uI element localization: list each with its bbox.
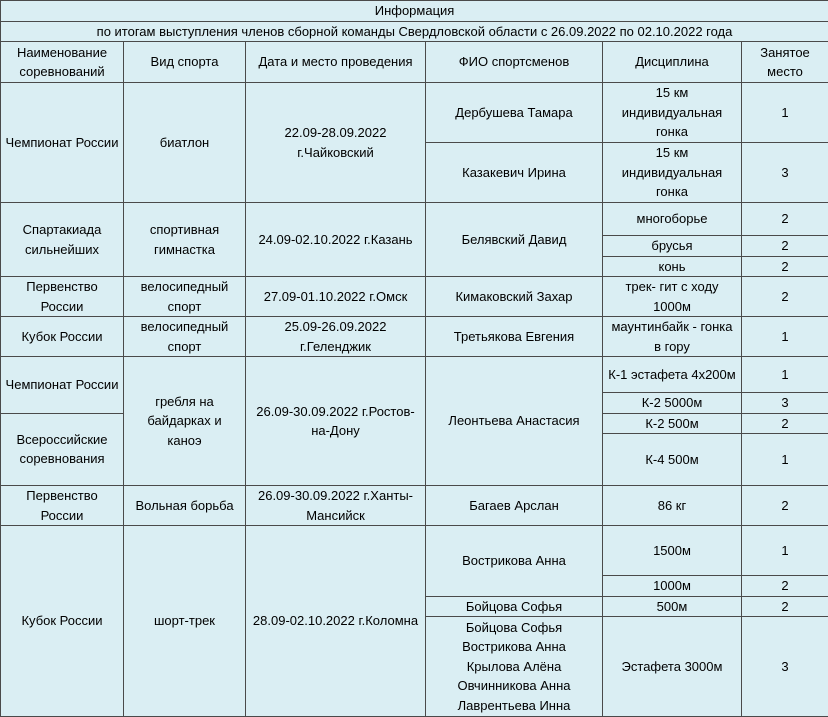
discipline-cell: 1500м <box>603 526 742 576</box>
table-row <box>1 357 828 393</box>
place-cell: 2 <box>742 413 828 434</box>
table-row <box>1 486 828 526</box>
sport-cell: Вольная борьба <box>124 486 246 526</box>
competition-cell: Первенство России <box>1 486 124 526</box>
place-cell: 2 <box>742 596 828 617</box>
place-cell: 1 <box>742 434 828 486</box>
sport-cell: шорт-трек <box>124 526 246 717</box>
place-cell: 2 <box>742 486 828 526</box>
table-row <box>1 526 828 576</box>
sport-cell: гребля на байдарках и каноэ <box>124 357 246 486</box>
athlete-cell: Казакевич Ирина <box>426 143 603 203</box>
date-place-cell: 25.09-26.09.2022 г.Геленджик <box>246 317 426 357</box>
discipline-cell: 500м <box>603 596 742 617</box>
athlete-cell: Белявский Давид <box>426 203 603 277</box>
athlete-cell: Вострикова Анна <box>426 526 603 597</box>
discipline-cell: Эстафета 3000м <box>603 617 742 717</box>
place-cell: 3 <box>742 143 828 203</box>
place-cell: 1 <box>742 317 828 357</box>
table-row <box>1 277 828 317</box>
discipline-cell: 86 кг <box>603 486 742 526</box>
header-date-place: Дата и место проведения <box>246 42 426 83</box>
sport-cell: велосипедный спорт <box>124 317 246 357</box>
table-row <box>1 203 828 236</box>
discipline-cell: маунтинбайк - гонка в гору <box>603 317 742 357</box>
competition-cell: Кубок России <box>1 526 124 717</box>
table-row <box>1 317 828 357</box>
competition-cell: Первенство России <box>1 277 124 317</box>
athlete-cell: Леонтьева Анастасия <box>426 357 603 486</box>
sport-cell: биатлон <box>124 83 246 203</box>
header-sport: Вид спорта <box>124 42 246 83</box>
place-cell: 2 <box>742 256 828 277</box>
date-place-cell: 27.09-01.10.2022 г.Омск <box>246 277 426 317</box>
discipline-cell: трек- гит с ходу 1000м <box>603 277 742 317</box>
date-place-cell: 28.09-02.10.2022 г.Коломна <box>246 526 426 717</box>
header-discipline: Дисциплина <box>603 42 742 83</box>
competition-cell: Кубок России <box>1 317 124 357</box>
table-row <box>1 83 828 143</box>
competition-cell: Чемпионат России <box>1 83 124 203</box>
date-place-cell: 24.09-02.10.2022 г.Казань <box>246 203 426 277</box>
athlete-cell: Бойцова Софья <box>426 596 603 617</box>
date-place-cell: 26.09-30.09.2022 г.Ханты- Мансийск <box>246 486 426 526</box>
discipline-cell: К-1 эстафета 4х200м <box>603 357 742 393</box>
place-cell: 2 <box>742 277 828 317</box>
discipline-cell: К-2 5000м <box>603 393 742 414</box>
sport-cell: велосипедный спорт <box>124 277 246 317</box>
date-place-cell: 26.09-30.09.2022 г.Ростов- на-Дону <box>246 357 426 486</box>
date-place-cell: 22.09-28.09.2022 г.Чайковский <box>246 83 426 203</box>
competition-cell: Чемпионат России <box>1 357 124 414</box>
athlete-cell: Кимаковский Захар <box>426 277 603 317</box>
discipline-cell: конь <box>603 256 742 277</box>
athlete-cell: Дербушева Тамара <box>426 83 603 143</box>
athlete-cell: Багаев Арслан <box>426 486 603 526</box>
place-cell: 1 <box>742 357 828 393</box>
competition-cell: Спартакиада сильнейших <box>1 203 124 277</box>
discipline-cell: 15 км индивидуальная гонка <box>603 143 742 203</box>
header-competition: Наименование соревнований <box>1 42 124 83</box>
table-subtitle: по итогам выступления членов сборной команды Свердловской области с 26.09.2022 по 02.10.2022 года <box>1 21 828 42</box>
discipline-cell: многоборье <box>603 203 742 236</box>
discipline-cell: брусья <box>603 236 742 257</box>
place-cell: 2 <box>742 236 828 257</box>
place-cell: 1 <box>742 83 828 143</box>
place-cell: 3 <box>742 393 828 414</box>
place-cell: 1 <box>742 526 828 576</box>
header-place: Занятое место <box>742 42 828 83</box>
discipline-cell: 1000м <box>603 576 742 597</box>
discipline-cell: К-4 500м <box>603 434 742 486</box>
table-title: Информация <box>1 1 828 22</box>
athlete-cell: Третьякова Евгения <box>426 317 603 357</box>
athlete-cell: Бойцова Софья Вострикова Анна Крылова Алёна Овчинникова Анна Лаврентьева Инна <box>426 617 603 717</box>
header-athletes: ФИО спортсменов <box>426 42 603 83</box>
place-cell: 2 <box>742 203 828 236</box>
sport-cell: спортивная гимнастка <box>124 203 246 277</box>
competition-cell: Всероссийские соревнования <box>1 413 124 486</box>
place-cell: 2 <box>742 576 828 597</box>
discipline-cell: 15 км индивидуальная гонка <box>603 83 742 143</box>
discipline-cell: К-2 500м <box>603 413 742 434</box>
place-cell: 3 <box>742 617 828 717</box>
